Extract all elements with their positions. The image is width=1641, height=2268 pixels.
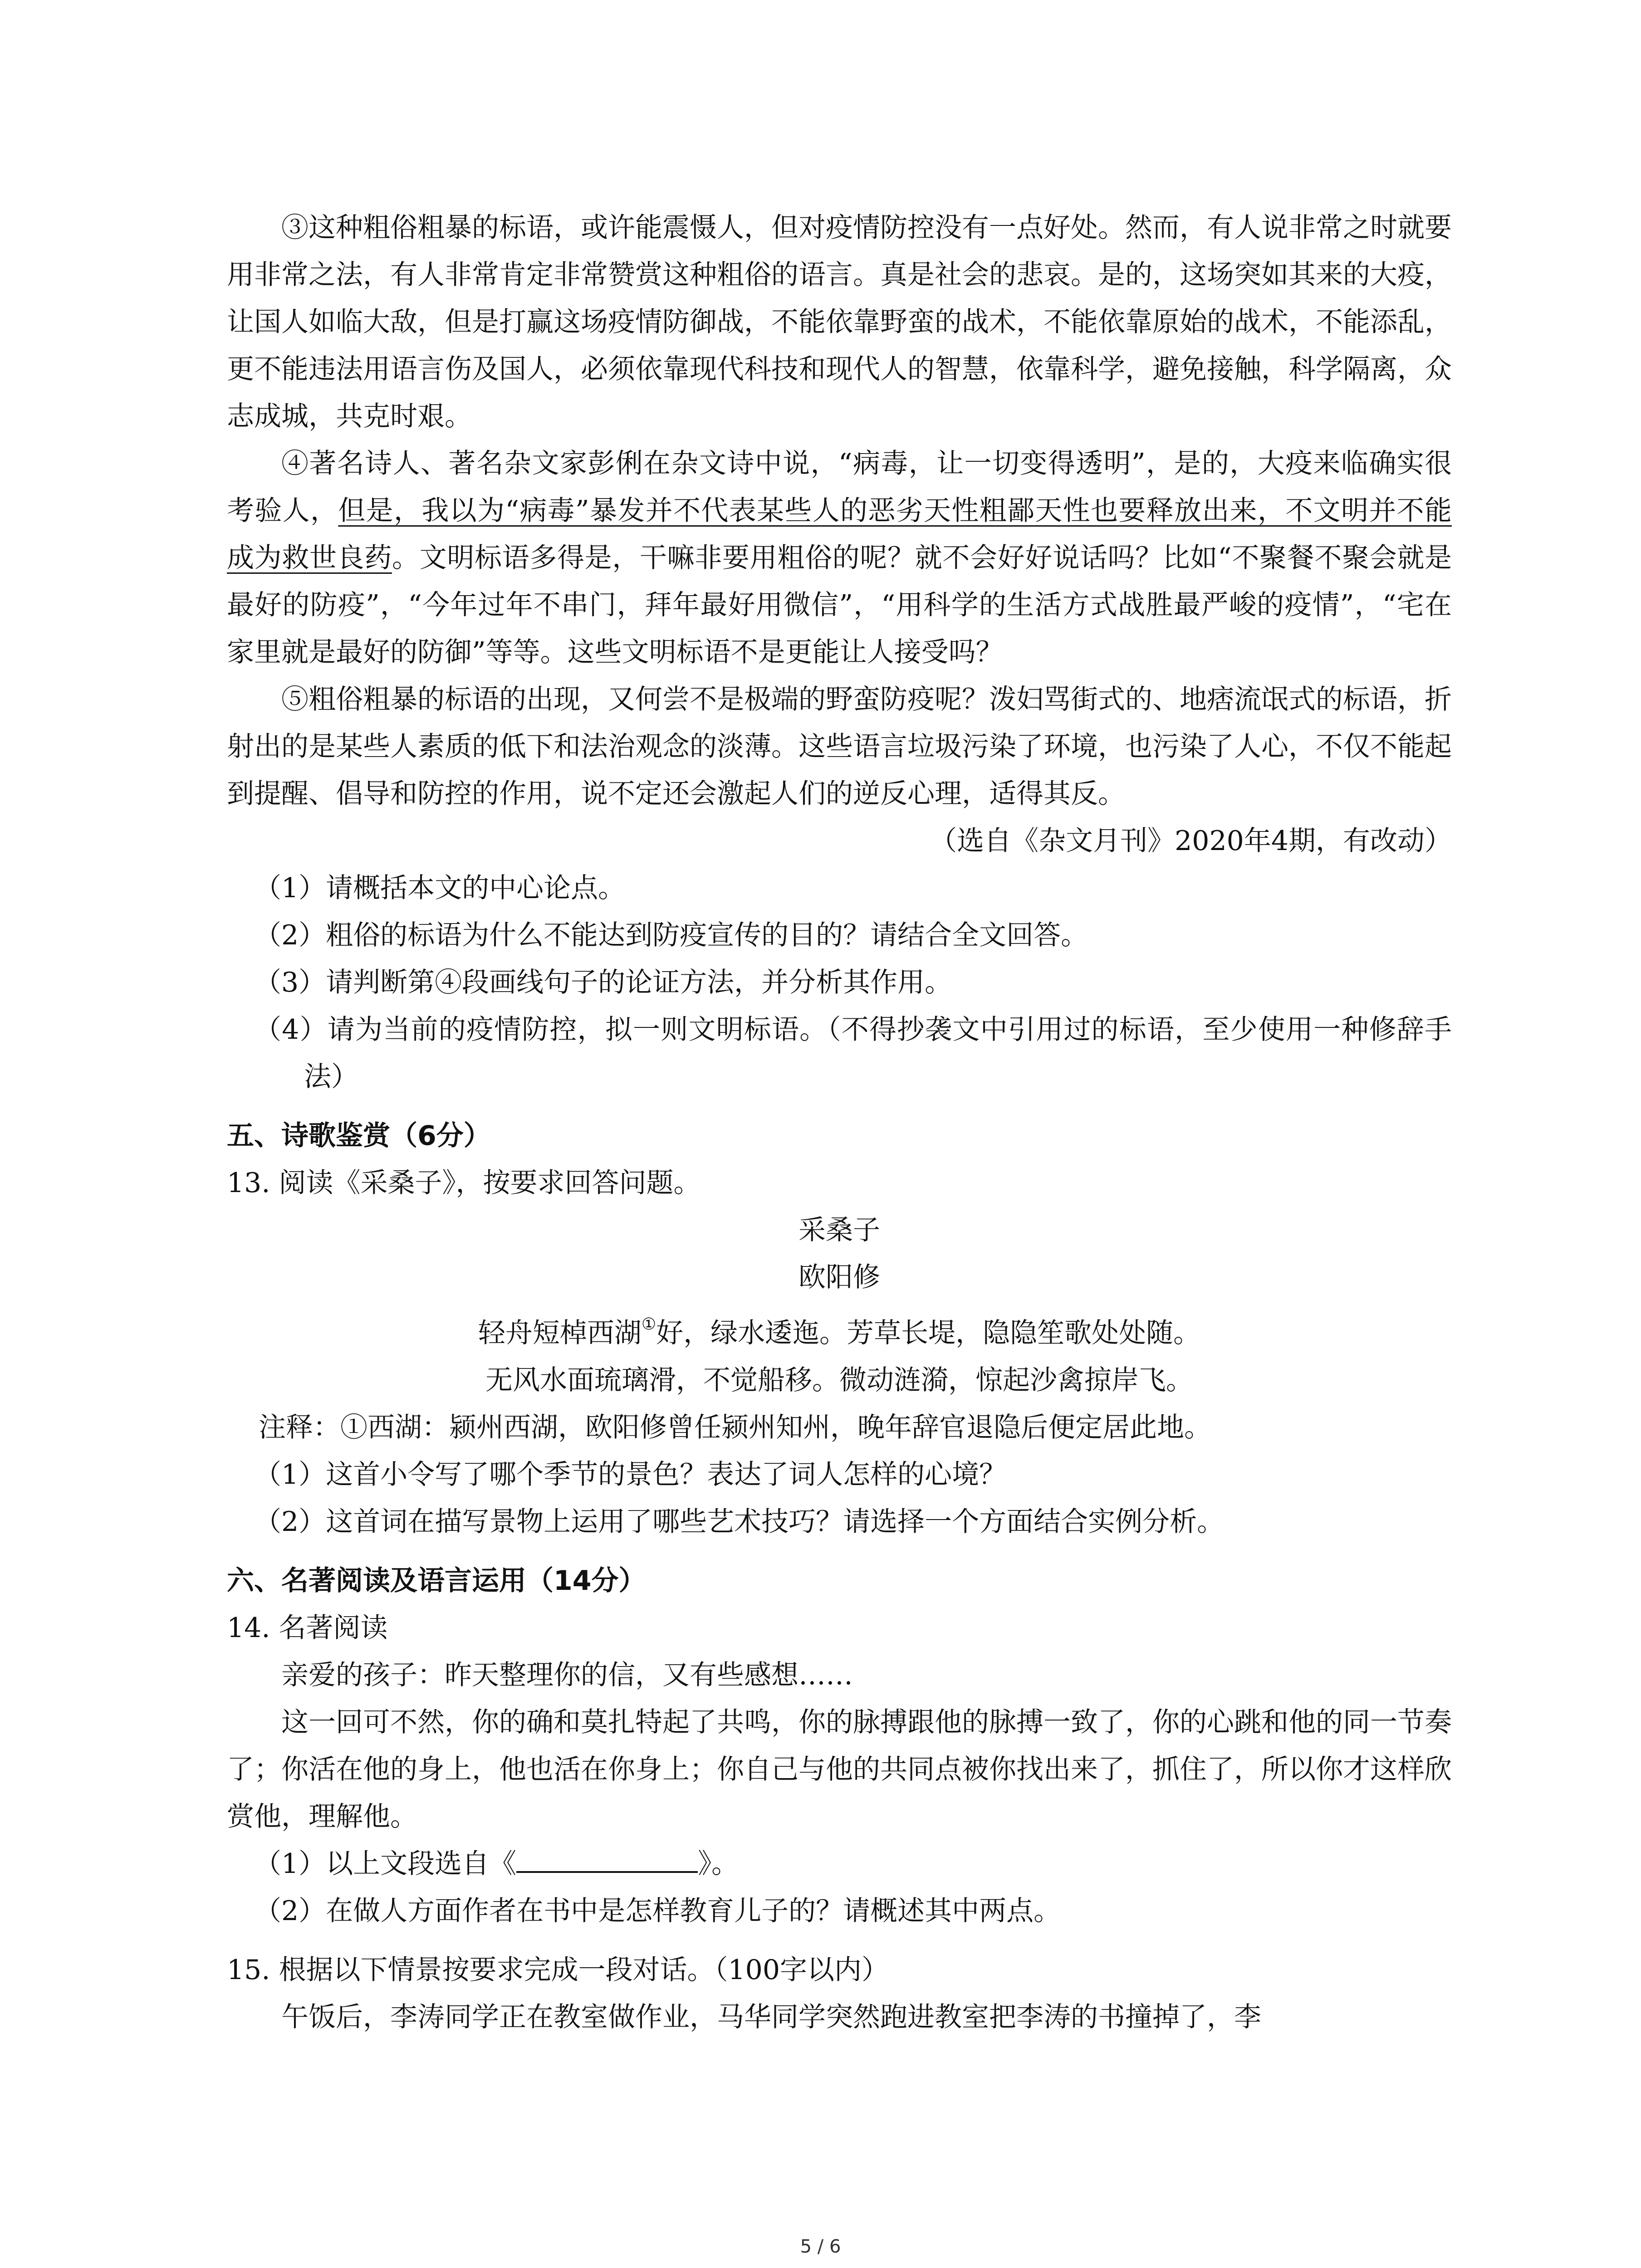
section-6-heading: 六、名著阅读及语言运用（14分）	[227, 1565, 646, 1597]
underlined-sentence: 但是，我以为“病毒”暴发并不代表某些人的恶劣天性粗鄙天性也要释放出来，不文明并不能成为救世良药	[227, 495, 1452, 574]
paragraph-5: ⑤粗俗粗暴的标语的出现，又何尝不是极端的野蛮防疫呢？泼妇骂街式的、地痞流氓式的标语，折射出的是某些人素质的低下和法治观念的淡薄。这些语言垃圾污染了环境，也污染了人心，不仅不能起到提醒、倡导和防控的作用，说不定还会激起人们的逆反心理，适得其反。	[227, 684, 1452, 810]
question-14-2: （2）在做人方面作者在书中是怎样教育儿子的？请概述其中两点。	[254, 1895, 1061, 1927]
question-14: 14. 名著阅读	[227, 1612, 388, 1644]
question-13-1: （1）这首小令写了哪个季节的景色？表达了词人怎样的心境？	[254, 1459, 1007, 1491]
question-12-3: （3）请判断第④段画线句子的论证方法，并分析其作用。	[254, 967, 952, 998]
poem-line-2: 无风水面琉璃滑，不觉船移。微动涟漪，惊起沙禽掠岸飞。	[485, 1364, 1193, 1396]
letter-opening: 亲爱的孩子：昨天整理你的信，又有些感想……	[281, 1659, 853, 1691]
question-14-1	[227, 1840, 1452, 1887]
poem-line-1	[227, 1301, 1452, 1357]
question-12-1: （1）请概括本文的中心论点。	[254, 872, 626, 904]
paragraph-4-tail: 。文明标语多得是，干嘛非要用粗俗的呢？就不会好好说话吗？比如“不聚餐不聚会就是最好的防疫”，“今年过年不串门，拜年最好用微信”，“用科学的生活方式战胜最严峻的疫情”，“宅在家里就是最好的防御”等等。这些文明标语不是更能让人接受吗？	[227, 542, 1452, 668]
question-12-4: （4）请为当前的疫情防控，拟一则文明标语。（不得抄袭文中引用过的标语，至少使用一种修辞手法）	[254, 1014, 1452, 1093]
poem-note: 注释：①西湖：颍州西湖，欧阳修曾任颍州知州，晚年辞官退隐后便定居此地。	[259, 1412, 1211, 1443]
poem-line-1-start: 轻舟短棹西湖	[478, 1317, 642, 1349]
paragraph-3: ③这种粗俗粗暴的标语，或许能震慑人，但对疫情防控没有一点好处。然而，有人说非常之时就要用非常之法，有人非常肯定非常赞赏这种粗俗的语言。真是社会的悲哀。是的，这场突如其来的大疫，让国人如临大敌，但是打赢这场疫情防御战，不能依靠野蛮的战术，不能依靠原始的战术，不能添乱，更不能违法用语言伤及国人，必须依靠现代科技和现代人的智慧，依靠科学，避免接触，科学隔离，众志成城，共克时艰。	[227, 212, 1452, 432]
section-5-heading: 五、诗歌鉴赏（6分）	[227, 1120, 491, 1152]
poem-author: 欧阳修	[798, 1261, 880, 1293]
paragraph-4-lead: ④著名诗人、著名杂文家彭俐在杂文诗中说，“病毒，让一切变得透明”，是的，大疫来临确实很考验人，	[227, 448, 1452, 527]
poem-line-1-end: 好，绿水逶迤。芳草长堤，隐隐笙歌处处随。	[656, 1317, 1201, 1349]
question-14-1-end: 》。	[698, 1848, 739, 1880]
letter-body: 这一回可不然，你的确和莫扎特起了共鸣，你的脉搏跟他的脉搏一致了，你的心跳和他的同一节奏了；你活在他的身上，他也活在你身上；你自己与他的共同点被你找出来了，抓住了，所以你才这样欣赏他，理解他。	[227, 1706, 1452, 1833]
paragraph-4	[227, 440, 1452, 676]
question-12-2: （2）粗俗的标语为什么不能达到防疫宣传的目的？请结合全文回答。	[254, 919, 1088, 951]
page-number: 5 / 6	[800, 2236, 841, 2257]
footnote-marker: ①	[641, 1315, 656, 1334]
answer-blank[interactable]	[516, 1853, 698, 1873]
question-13-2: （2）这首词在描写景物上运用了哪些艺术技巧？请选择一个方面结合实例分析。	[254, 1506, 1225, 1538]
question-15-scene: 午饭后，李涛同学正在教室做作业，马华同学突然跑进教室把李涛的书撞掉了，李	[281, 2001, 1261, 2033]
question-14-1-start: （1）以上文段选自《	[254, 1848, 517, 1880]
source-citation: （选自《杂文月刊》2020年4期，有改动）	[930, 825, 1452, 857]
question-15: 15. 根据以下情景按要求完成一段对话。（100字以内）	[227, 1954, 889, 1986]
question-13: 13. 阅读《采桑子》，按要求回答问题。	[227, 1167, 701, 1199]
article-section	[227, 204, 1452, 2041]
poem-title: 采桑子	[798, 1214, 880, 1246]
